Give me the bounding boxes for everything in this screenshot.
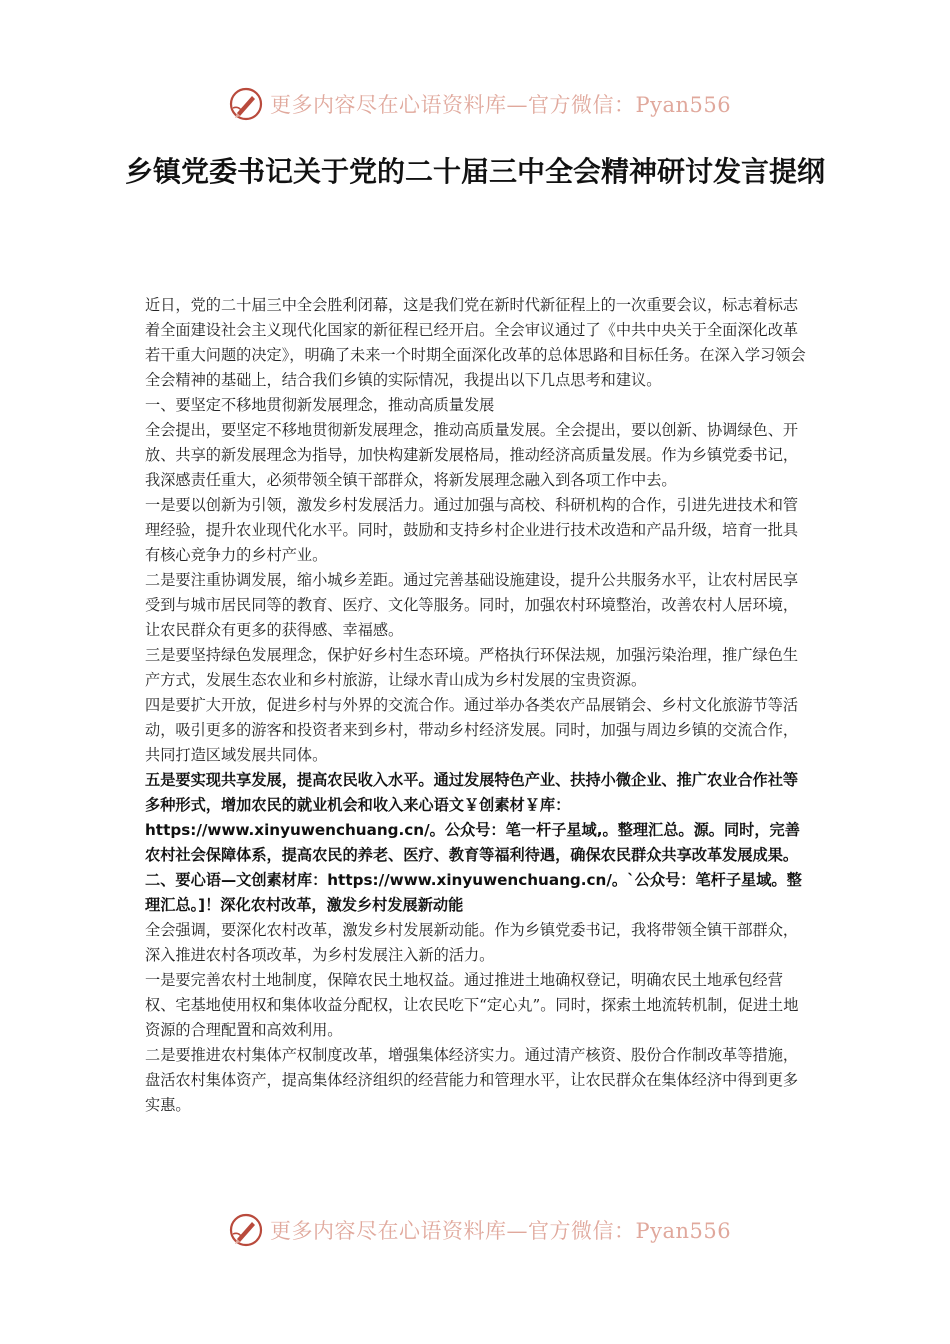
footer-watermark-banner [0,1210,950,1250]
section-heading: 一、要坚定不移地贯彻新发展理念，推动高质量发展 [145,396,495,414]
pen-logo-icon [228,1212,264,1248]
watermark-text: 更多内容尽在心语资料库—官方微信：Pyan556 [270,93,732,117]
paragraph: 二是要推进农村集体产权制度改革，增强集体经济实力。通过清产核资、股份合作制改革等措施，盘活农村集体资产，提高集体经济组织的经营能力和管理水平，让农民群众在集体经济中得到更多实惠。 [145,1046,799,1114]
paragraph: 全会提出，要坚定不移地贯彻新发展理念，推动高质量发展。全会提出，要以创新、协调绿色、开放、共享的新发展理念为指导，加快构建新发展格局，推动经济高质量发展。作为乡镇党委书记，我深感责任重大，必须带领全镇干部群众，将新发展理念融入到各项工作中去。 [145,421,799,489]
paragraph: 近日，党的二十届三中全会胜利闭幕，这是我们党在新时代新征程上的一次重要会议，标志着标志着全面建设社会主义现代化国家的新征程已经开启。全会审议通过了《中共中央关于全面深化改革若干重大问题的决定》，明确了未来一个时期全面深化改革的总体思路和目标任务。在深入学习领会全会精神的基础上，结合我们乡镇的实际情况，我提出以下几点思考和建议。 [145,296,806,389]
paragraph: 全会强调，要深化农村改革，激发乡村发展新动能。作为乡镇党委书记，我将带领全镇干部群众，深入推进农村各项改革，为乡村发展注入新的活力。 [145,921,799,964]
header-watermark-banner [0,84,950,124]
paragraph: 一是要完善农村土地制度，保障农民土地权益。通过推进土地确权登记，明确农民土地承包经营权、宅基地使用权和集体收益分配权，让农民吃下“定心丸”。同时，探索土地流转机制，促进土地资源的合理配置和高效利用。 [145,971,799,1039]
paragraph: 二是要注重协调发展，缩小城乡差距。通过完善基础设施建设，提升公共服务水平，让农村居民享受到与城市居民同等的教育、医疗、文化等服务。同时，加强农村环境整治，改善农村人居环境，让农民群众有更多的获得感、幸福感。 [145,571,799,639]
paragraph: 四是要扩大开放，促进乡村与外界的交流合作。通过举办各类农产品展销会、乡村文化旅游节等活动，吸引更多的游客和投资者来到乡村，带动乡村经济发展。同时，加强与周边乡镇的交流合作，共同打造区域发展共同体。 [145,696,799,764]
pen-logo-icon [228,86,264,122]
paragraph: 一是要以创新为引领，激发乡村发展活力。通过加强与高校、科研机构的合作，引进先进技术和管理经验，提升农业现代化水平。同时，鼓励和支持乡村企业进行技术改造和产品升级，培育一批具有核心竞争力的乡村产业。 [145,496,799,564]
paragraph: 三是要坚持绿色发展理念，保护好乡村生态环境。严格执行环保法规，加强污染治理，推广绿色生产方式，发展生态农业和乡村旅游，让绿水青山成为乡村发展的宝贵资源。 [145,646,799,689]
document-title: 乡镇党委书记关于党的二十届三中全会精神研讨发言提纲 [124,155,825,188]
paragraph-bold: 五是要实现共享发展，提高农民收入水平。通过发展特色产业、扶持小微企业、推广农业合作社等多种形式，增加农民的就业机会和收入来心语文￥创素材￥库：https://www.xinyuwenchuang.cn/。公众号：笔一杆子星域,。整理汇总。源。同时，完善农村社会保障体系，提高农民的养老、医疗、教育等福利待遇，确保农民群众共享改革发展成果。 [145,771,800,864]
section-heading-bold: 二、要心语—文创素材库：https://www.xinyuwenchuang.cn/。`公众号：笔杆子星域。整理汇总。]！深化农村改革，激发乡村发展新动能 [145,871,802,914]
watermark-text: 更多内容尽在心语资料库—官方微信：Pyan556 [270,1219,732,1243]
document-body [145,293,810,1118]
